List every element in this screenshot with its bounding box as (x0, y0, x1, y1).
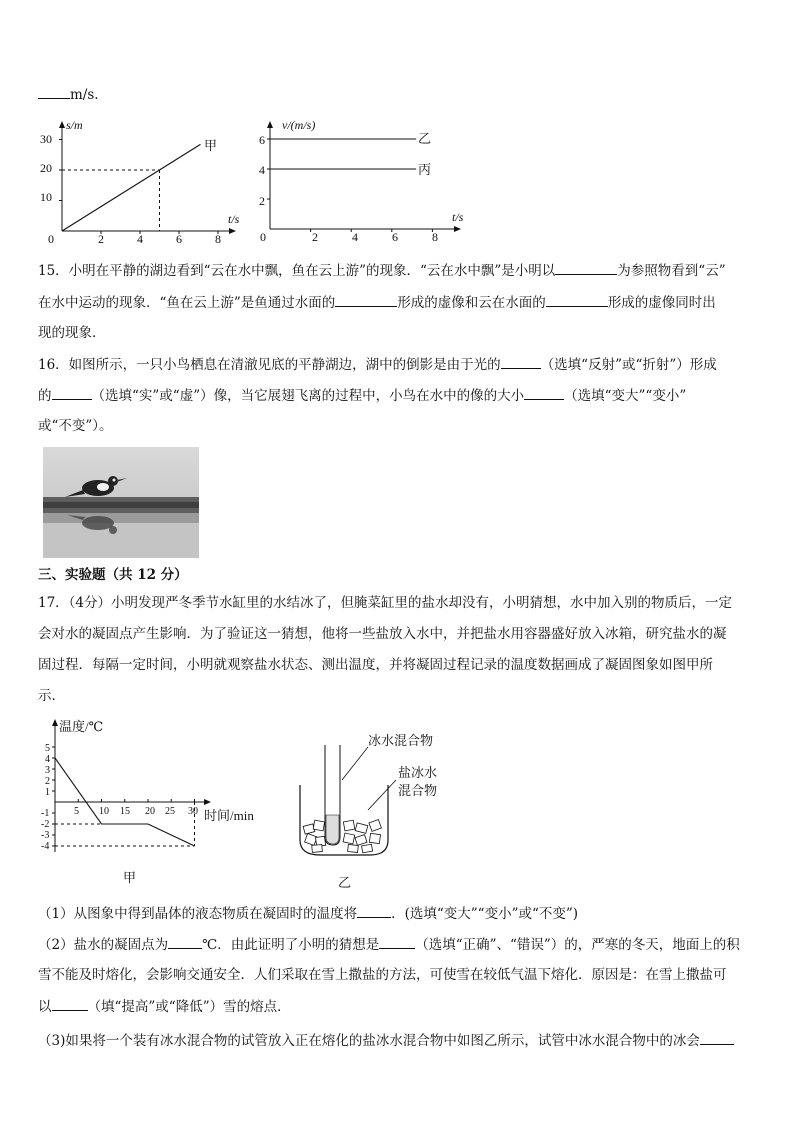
label-ice-water-mixture: 冰水混合物 (368, 733, 434, 748)
series-label-bing: 丙 (418, 162, 432, 177)
bird-reflection-photo (43, 447, 199, 558)
q15-line-1: 15．小明在平静的湖边看到“云在水中飘，鱼在云上游”的现象．“云在水中飘”是小明以 为参照物看到“云” (38, 260, 726, 281)
x-tick: 0 (48, 232, 54, 246)
x-tick: 0 (260, 230, 266, 244)
x-tick: 6 (176, 232, 182, 246)
x-tick: 2 (98, 232, 104, 246)
top-answer-line: m/s. (38, 84, 99, 105)
q17-blank-5[interactable] (700, 1030, 734, 1045)
q15-blank-1[interactable] (555, 260, 617, 275)
y-tick: 20 (40, 161, 52, 175)
q15-blank-3[interactable] (546, 292, 608, 307)
x-tick: 10 (99, 806, 109, 817)
x-tick: 30 (188, 806, 198, 817)
x-axis-label: 时间/min (204, 808, 254, 823)
q17-blank-2[interactable] (168, 934, 202, 949)
q16-line-3: 或“不变”）。 (38, 418, 113, 434)
label-salt-ice-water: 盐冰水 (398, 765, 438, 780)
series-line-jia (62, 144, 200, 231)
q16-line-2: 的 （选填“实”或“虚”）像，当它展翅飞离的过程中，小鸟在水中的像的大小 （选填“变大”“变小” (38, 385, 686, 406)
q16-blank-2[interactable] (52, 385, 92, 400)
graph-s-t (30, 112, 250, 247)
y-tick: 2 (45, 776, 50, 787)
x-tick: 8 (215, 232, 221, 246)
y-tick: 5 (45, 743, 50, 754)
q17-sub-1: （1）从图象中得到晶体的液态物质在凝固时的温度将 ．(选填“变大”“变小”或“不变”) (38, 903, 578, 924)
q16-line-1: 16．如图所示，一只小鸟栖息在清澈见底的平静湖边，湖中的倒影是由于光的 （选填“反射”或“折射”）形成 (38, 354, 717, 375)
graph-temperature-time (30, 712, 275, 892)
x-tick: 15 (120, 806, 130, 817)
label-mixture: 混合物 (398, 783, 438, 798)
x-tick: 6 (392, 230, 398, 244)
x-tick: 4 (137, 232, 143, 246)
figure-caption-yi: 乙 (338, 875, 352, 890)
y-tick: 6 (259, 133, 265, 147)
series-label-yi: 乙 (418, 131, 432, 146)
q17-line-3: 固过程．每隔一定时间，小明就观察盐水状态、测出温度，并将凝固过程记录的温度数据画成了凝固图象如图甲所 (38, 657, 713, 673)
y-tick: 1 (45, 787, 50, 798)
q17-blank-3[interactable] (379, 934, 415, 949)
q17-line-1: 17．（4分）小明发现严冬季节水缸里的水结冰了，但腌菜缸里的盐水却没有，小明猜想，水中加入别的物质后，一定 (38, 595, 733, 611)
x-tick: 2 (312, 230, 318, 244)
figure-caption-jia: 甲 (123, 870, 137, 885)
y-tick: 10 (40, 190, 52, 204)
y-axis-label: v/(m/s) (282, 118, 316, 132)
q17-blank-1[interactable] (357, 903, 391, 918)
q16-blank-3[interactable] (524, 385, 564, 400)
q17-blank-4[interactable] (52, 996, 88, 1011)
x-axis-label: t/s (452, 210, 464, 224)
y-tick: -1 (41, 808, 50, 819)
y-tick: -4 (41, 841, 50, 852)
q17-sub-2-end: 以 （填“提高”或“降低”）雪的熔点． (38, 996, 291, 1017)
q17-line-4: 示． (38, 688, 65, 704)
q17-sub-2-cont: 雪不能及时熔化，会影响交通安全．人们采取在雪上撒盐的方法，可使雪在较低气温下熔化．原因是：在雪上撒盐可 (38, 967, 727, 983)
section-3-title: 三、实验题（共 12 分） (38, 567, 188, 583)
x-tick: 8 (432, 230, 438, 244)
y-tick: 30 (40, 132, 52, 146)
q15-line-2: 在水中运动的现象．“鱼在云上游”是鱼通过水面的 形成的虚像和云在水面的 形成的虚像同时出 (38, 292, 716, 313)
y-axis-label: 温度/℃ (59, 719, 104, 734)
y-tick: 2 (259, 194, 265, 208)
q17-sub-3: （3)如果将一个装有冰水混合物的试管放入正在熔化的盐冰水混合物中如图乙所示，试管中冰水混合物中的冰会 (38, 1030, 734, 1051)
answer-blank[interactable] (38, 84, 70, 99)
q17-line-2: 会对水的凝固点产生影响．为了验证这一猜想，他将一些盐放入水中，并把盐水用容器盛好放入冰箱，研究盐水的凝 (38, 626, 727, 642)
q15-blank-2[interactable] (335, 292, 397, 307)
beaker-test-tube-figure (290, 725, 460, 895)
y-tick: -3 (41, 830, 50, 841)
graph-v-t (250, 112, 475, 247)
y-tick: -2 (41, 819, 50, 830)
x-tick: 5 (74, 806, 79, 817)
y-tick: 4 (45, 754, 50, 765)
x-axis-label: t/s (228, 212, 240, 226)
y-tick: 3 (45, 765, 50, 776)
series-label-jia: 甲 (204, 138, 218, 153)
y-tick: 4 (259, 163, 265, 177)
x-tick: 25 (165, 806, 175, 817)
q15-line-3: 现的现象． (38, 325, 106, 341)
q16-blank-1[interactable] (501, 354, 541, 369)
q17-sub-2: （2）盐水的凝固点为 ℃．由此证明了小明的猜想是 （选填“正确”、“错误”）的，严寒的冬天，地面上的积 (38, 934, 740, 955)
x-tick: 4 (352, 230, 358, 244)
y-axis-label: s/m (66, 118, 83, 132)
x-tick: 20 (145, 806, 155, 817)
